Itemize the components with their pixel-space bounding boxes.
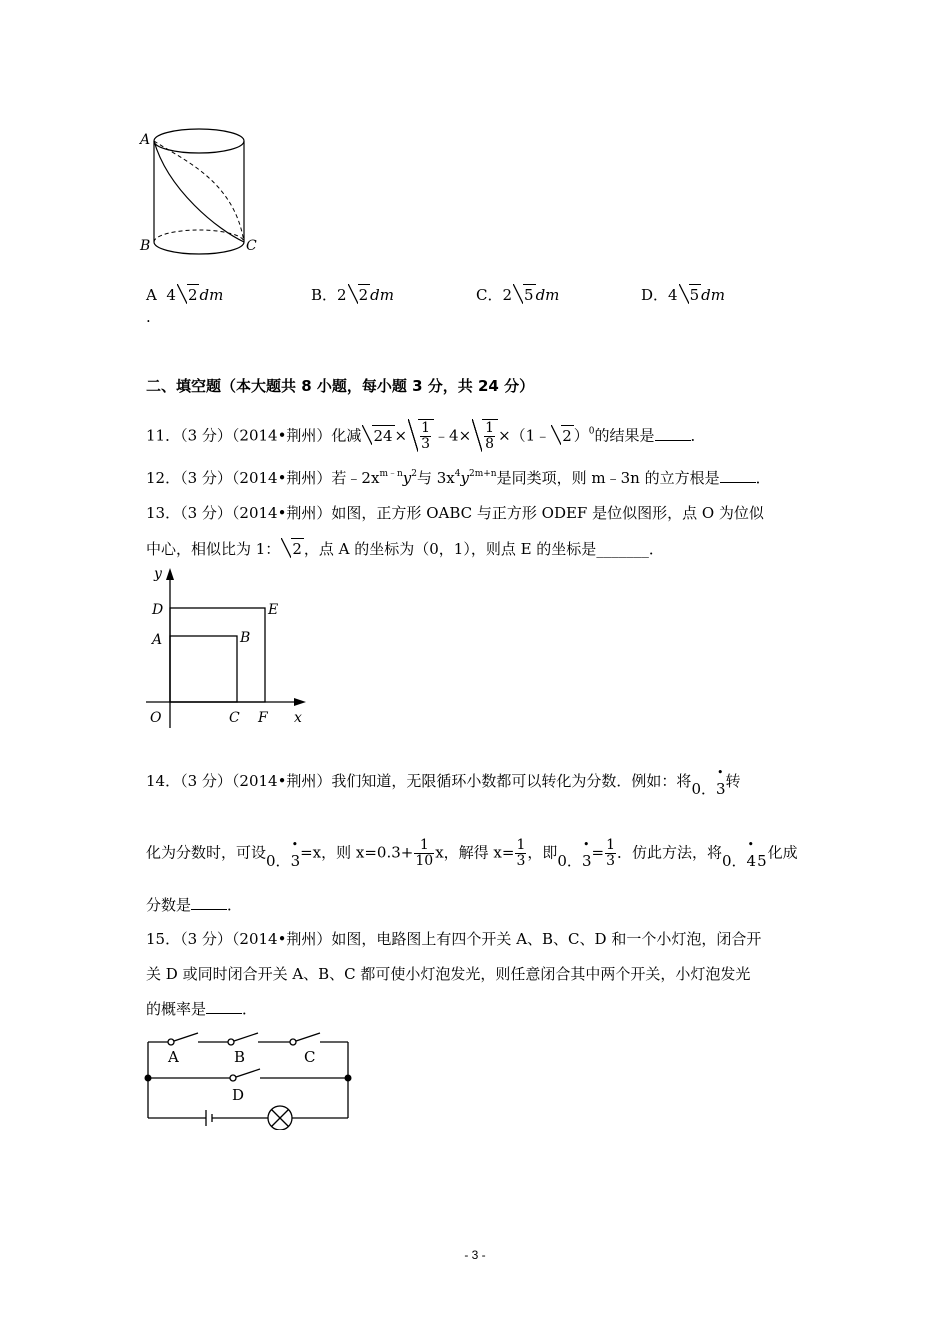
- switch-d-label: D: [232, 1086, 245, 1104]
- option-a: A 4 2 dm: [146, 286, 224, 304]
- question-13-line1: 13．（3 分）（2014•荆州）如图，正方形 OABC 与正方形 ODEF 是位似图形，点 O 为位似: [146, 504, 764, 522]
- option-c: C．2 5 dm: [476, 286, 560, 304]
- label-c: C: [246, 238, 257, 254]
- switch-b-label: B: [234, 1048, 246, 1066]
- question-14-line2: 化为分数时，可设0．• 3=x，则 x=0.3+ $\frac{1}{10}$ x，解得 x= $\frac{1}{3}$ ，即0．• 3= $\frac{1}{3}$ ．仿此方法，将0．• 45化成: [146, 838, 798, 869]
- label-d: D: [152, 602, 164, 618]
- question-13-line2: 中心，相似比为 1： 2 ，点 A 的坐标为（0，1），则点 E 的坐标是_______．: [146, 540, 664, 558]
- label-b: B: [140, 238, 151, 254]
- switch-c-label: C: [304, 1048, 316, 1066]
- question-15-line3: 的概率是 ．: [146, 1000, 258, 1018]
- question-15-line2: 关 D 或同时闭合开关 A、B、C 都可使小灯泡发光，则任意闭合其中两个开关，小灯泡发光: [146, 965, 751, 983]
- label-o: O: [150, 710, 162, 726]
- cylinder-figure: [138, 120, 263, 260]
- section-title: 二、填空题（本大题共 8 小题，每小题 3 分，共 24 分）: [146, 377, 535, 395]
- option-a-dot: .: [146, 308, 151, 326]
- option-b: B．2 2 dm: [311, 286, 394, 304]
- question-14-line1: 14．（3 分）（2014•荆州）我们知道，无限循环小数都可以转化为分数．例如：将0．• 3转: [146, 770, 741, 791]
- switch-a-label: A: [168, 1048, 179, 1066]
- question-15-line1: 15．（3 分）（2014•荆州）如图，电路图上有四个开关 A、B、C、D 和一个小灯泡，闭合开: [146, 930, 762, 948]
- option-d: D．4 5 dm: [641, 286, 725, 304]
- page-number: - 3 -: [464, 1248, 486, 1262]
- coordinate-figure: [140, 562, 315, 734]
- axis-y-label: y: [154, 566, 162, 582]
- label-a: A: [140, 132, 151, 148]
- label-e: E: [268, 602, 279, 618]
- question-12: 12．（3 分）（2014•荆州）若$﹣2x^{m﹣n}y^2$与 $3x^4y^{2m+n}$是同类项，则 m﹣3n 的立方根是 ．: [146, 469, 771, 487]
- axis-x-label: x: [294, 710, 302, 726]
- label-c: C: [229, 710, 240, 726]
- label-b: B: [240, 630, 251, 646]
- label-f: F: [258, 710, 268, 726]
- circuit-figure: [140, 1030, 360, 1130]
- question-11: 11．（3 分）（2014•荆州）化减 24 × $\frac{1}{3}$ ﹣4× $\frac{1}{8}$ ×（1﹣ 2 ）$^0$的结果是 ．: [146, 420, 706, 452]
- label-a: A: [152, 632, 163, 648]
- question-14-line3: 分数是 ．: [146, 896, 243, 914]
